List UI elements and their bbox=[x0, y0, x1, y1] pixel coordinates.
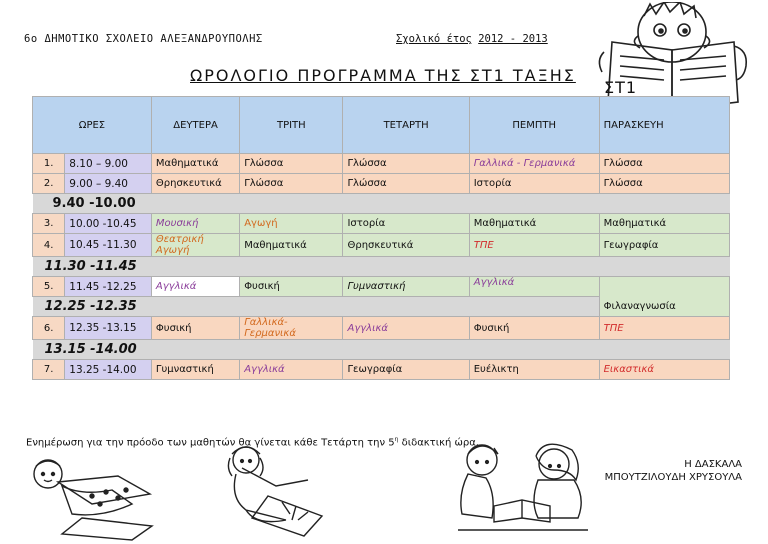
cell: Αγωγή bbox=[240, 214, 343, 234]
cell: Μαθηματικά bbox=[151, 154, 239, 174]
cell: Γλώσσα bbox=[343, 154, 469, 174]
cell: Αγγλικά bbox=[343, 317, 469, 340]
table-row bbox=[33, 174, 730, 194]
table-row bbox=[33, 214, 730, 234]
row-number: 4. bbox=[33, 234, 65, 257]
break-time: 11.30 -11.45 bbox=[44, 259, 137, 274]
teacher-name: ΜΠΟΥΤΖΙΛΟΥΔΗ ΧΡΥΣΟΥΛΑ bbox=[604, 472, 742, 483]
col-monday: ΔΕΥΤΕΡΑ bbox=[151, 97, 239, 154]
cell: Αγγλικά bbox=[240, 360, 343, 380]
school-year bbox=[396, 33, 548, 45]
cell: Ιστορία bbox=[343, 214, 469, 234]
page-title: ΩΡΟΛΟΓΙΟ ΠΡΟΓΡΑΜΜΑ ΤΗΣ ΣΤ1 ΤΑΞΗΣ bbox=[190, 66, 576, 85]
girl-drawing-illustration bbox=[212, 440, 332, 544]
break-time: 9.40 -10.00 bbox=[52, 196, 136, 211]
cell: Γλώσσα bbox=[343, 174, 469, 194]
cell: ΤΠΕ bbox=[469, 234, 599, 257]
cell: Γεωγραφία bbox=[599, 234, 729, 257]
break-row bbox=[33, 340, 730, 360]
cell: Μαθηματικά bbox=[599, 214, 729, 234]
break-row bbox=[33, 194, 730, 214]
row-time: 8.10 – 9.00 bbox=[65, 154, 152, 174]
col-wednesday: ΤΕΤΑΡΤΗ bbox=[343, 97, 469, 154]
school-name: 6ο ΔΗΜΟΤΙΚΟ ΣΧΟΛΕΙΟ ΑΛΕΞΑΝΔΡΟΥΠΟΛΗΣ bbox=[24, 33, 263, 45]
timetable bbox=[32, 96, 730, 380]
break-row bbox=[33, 257, 730, 277]
cell: Θεατρική Αγωγή bbox=[151, 234, 239, 257]
cell: Ευέλικτη bbox=[469, 360, 599, 380]
table-row bbox=[33, 277, 730, 297]
row-time: 11.45 -12.25 bbox=[65, 277, 152, 297]
cell: Φιλαναγνωσία bbox=[599, 277, 729, 317]
cell: Γυμναστική bbox=[151, 360, 239, 380]
cell: Φυσική bbox=[151, 317, 239, 340]
row-time: 9.00 – 9.40 bbox=[65, 174, 152, 194]
table-row bbox=[33, 154, 730, 174]
row-time: 10.45 -11.30 bbox=[65, 234, 152, 257]
col-hours: ΩΡΕΣ bbox=[33, 97, 152, 154]
table-row bbox=[33, 234, 730, 257]
col-tuesday: ΤΡΙΤΗ bbox=[240, 97, 343, 154]
cell: Ιστορία bbox=[469, 174, 599, 194]
note-text: Ενημέρωση για την πρόοδο των μαθητών θα γίνεται κάθε Τετάρτη την 5 bbox=[26, 437, 395, 449]
kids-reading-illustration bbox=[438, 440, 606, 544]
col-friday: ΠΑΡΑΣΚΕΥΗ bbox=[599, 97, 729, 154]
cell: Γλώσσα bbox=[240, 174, 343, 194]
cell: Εικαστικά bbox=[599, 360, 729, 380]
row-time: 10.00 -10.45 bbox=[65, 214, 152, 234]
note-end: διδακτική ώρα. bbox=[398, 437, 479, 449]
year-label: Σχολικό έτος bbox=[396, 33, 472, 45]
row-number: 2. bbox=[33, 174, 65, 194]
cell: Γεωγραφία bbox=[343, 360, 469, 380]
cell: Γαλλικά-Γερμανικά bbox=[240, 317, 343, 340]
cell: Αγγλικά bbox=[151, 277, 239, 297]
cell: Αγγλικά bbox=[469, 277, 599, 297]
cell: Μαθηματικά bbox=[469, 214, 599, 234]
cell: Φυσική bbox=[240, 277, 343, 297]
table-header-row bbox=[33, 97, 730, 154]
cell: Γλώσσα bbox=[599, 154, 729, 174]
cell: Γλώσσα bbox=[240, 154, 343, 174]
teacher-signature bbox=[605, 458, 742, 484]
row-time: 12.35 -13.15 bbox=[65, 317, 152, 340]
kid-drawing-illustration bbox=[22, 452, 158, 542]
row-time: 13.25 -14.00 bbox=[65, 360, 152, 380]
break-time: 13.15 -14.00 bbox=[44, 342, 137, 357]
note-superscript: η bbox=[394, 436, 399, 443]
cell: Γλώσσα bbox=[599, 174, 729, 194]
row-number: 3. bbox=[33, 214, 65, 234]
row-number: 6. bbox=[33, 317, 65, 340]
cell: Γυμναστική bbox=[343, 277, 469, 297]
cell: Γαλλικά - Γερμανικά bbox=[469, 154, 599, 174]
year-value: 2012 - 2013 bbox=[478, 33, 548, 45]
teacher-title: Η ΔΑΣΚΑΛΑ bbox=[684, 459, 742, 470]
cell: Μαθηματικά bbox=[240, 234, 343, 257]
class-label: ΣΤ1 bbox=[604, 78, 638, 97]
row-number: 5. bbox=[33, 277, 65, 297]
table-row bbox=[33, 317, 730, 340]
cell: Μουσική bbox=[151, 214, 239, 234]
break-time: 12.25 -12.35 bbox=[44, 299, 137, 314]
row-number: 7. bbox=[33, 360, 65, 380]
table-row bbox=[33, 360, 730, 380]
cell: Θρησκευτικά bbox=[151, 174, 239, 194]
row-number: 1. bbox=[33, 154, 65, 174]
cell: Φυσική bbox=[469, 317, 599, 340]
cell: ΤΠΕ bbox=[599, 317, 729, 340]
col-thursday: ΠΕΜΠΤΗ bbox=[469, 97, 599, 154]
cell: Θρησκευτικά bbox=[343, 234, 469, 257]
